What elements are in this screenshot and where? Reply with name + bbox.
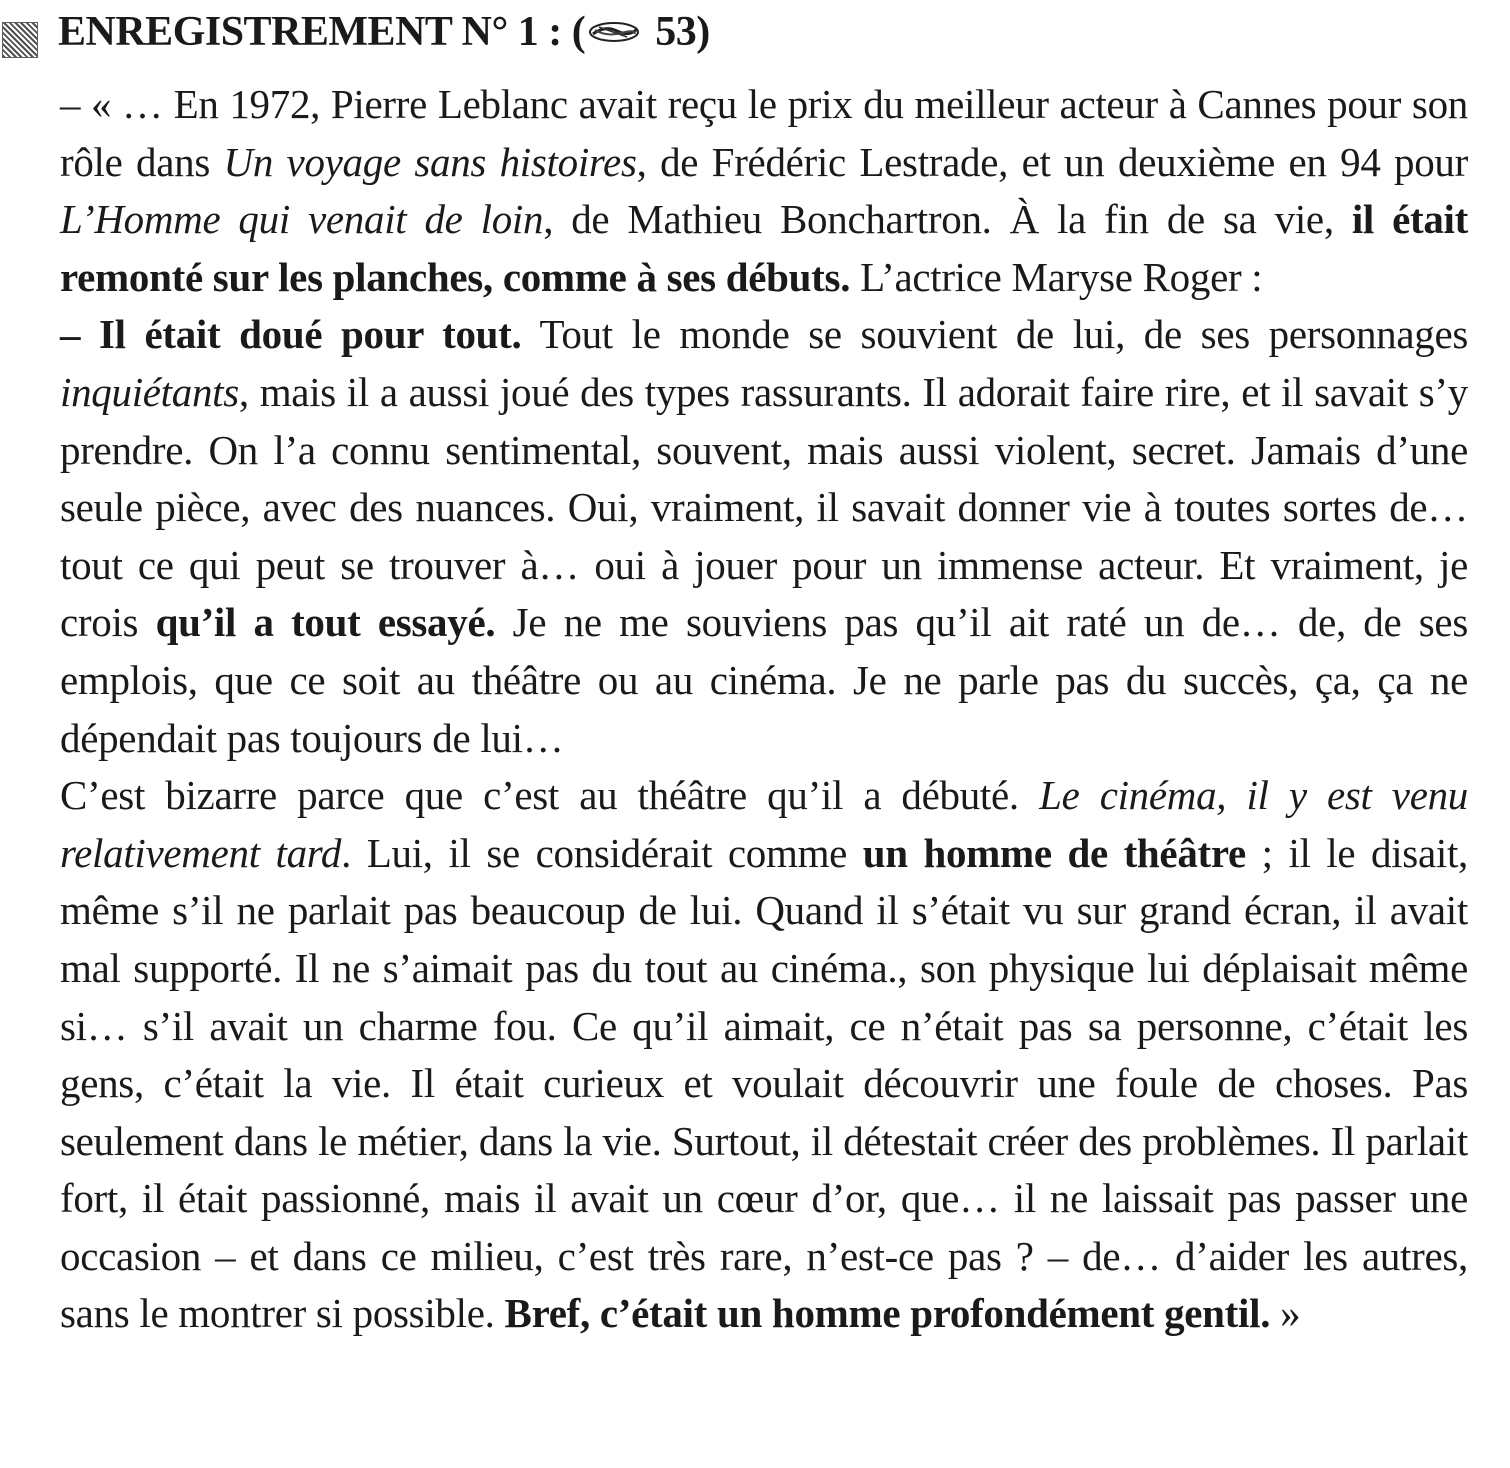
italic-text: Le cinéma, il y est venu relativement tard: [60, 772, 1468, 876]
recording-title: [58, 8, 710, 56]
bold-text: – Il était doué pour tout.: [60, 311, 522, 358]
transcript-body: [60, 76, 1468, 1343]
italic-text: inquiétants: [60, 368, 239, 415]
title-text: ENREGISTREMENT N° 1 :: [58, 9, 562, 55]
reference-marker-icon: [2, 22, 38, 58]
body-text-segment: »: [1270, 1290, 1301, 1337]
body-text-segment: – « … En 1972, Pierre Leblanc avait reçu le prix du meilleur acteur à Cannes pour son rôle dans: [60, 81, 1468, 185]
body-text-segment: Je ne me souviens pas qu’il ait raté un de… de, de ses emplois, que ce soit au théâtre ou au cinéma. Je ne parle pas du succès, ça, ça ne dépendait pas toujours de lui…: [60, 599, 1468, 761]
body-text-segment: ; il le disait, même s’il ne parlait pas beaucoup de lui. Quand il s’était vu sur grand écran, il avait mal supporté. Il ne s’aimait pas du tout au cinéma., son physique lui déplaisait même si… s’il avait un charme fou. Ce qu’il aimait, ce n’était pas sa personne, c’était les gens, c’était la vie. Il était curieux et voulait découvrir une foule de choses. Pas seulement dans le métier, dans la vie. Surtout, il détestait créer des problèmes. Il parlait fort, il était passionné, mais il avait un cœur d’or, que… il ne laissait pas passer une occasion – et dans ce milieu, c’est très rare, n’est-ce pas ? – de… d’aider les autres, sans le montrer si possible.: [60, 829, 1468, 1337]
body-text-segment: , de Mathieu Bonchartron. À la fin de sa vie,: [543, 196, 1352, 243]
track-number: 53): [655, 9, 710, 55]
body-text-segment: . Lui, il se considérait comme: [341, 829, 863, 876]
body-text-segment: , de Frédéric Lestrade, et un deuxième en 94 pour: [636, 138, 1468, 185]
transcript-paragraph: [60, 76, 1468, 306]
bold-text: il était remonté sur les planches, comme à ses débuts.: [60, 196, 1468, 300]
body-text-segment: , mais il a aussi joué des types rassurants. Il adorait faire rire, et il savait s’y prendre. On l’a connu sentimental, souvent, mais aussi violent, secret. Jamais d’une seule pièce, avec des nuances. Oui, vraiment, il savait donner vie à toutes sortes de… tout ce qui peut se trouver à… oui à jouer pour un immense acteur. Et vraiment, je crois: [60, 368, 1468, 646]
body-text-segment: C’est bizarre parce que c’est au théâtre qu’il a débuté.: [60, 772, 1040, 819]
transcript-paragraph: [60, 306, 1468, 767]
italic-text: L’Homme qui venait de loin: [60, 196, 544, 243]
body-text-segment: Tout le monde se souvient de lui, de ses personnages: [521, 311, 1468, 358]
bold-text: Bref, c’était un homme profondément gentil.: [504, 1290, 1271, 1337]
title-paren-open: (: [571, 9, 586, 55]
italic-text: Un voyage sans histoires: [223, 138, 637, 185]
body-text-segment: L’actrice Maryse Roger :: [850, 253, 1263, 300]
transcript-paragraph: [60, 767, 1468, 1343]
cd-track-icon: [587, 21, 641, 43]
bold-text: un homme de théâtre: [862, 829, 1246, 876]
bold-text: qu’il a tout essayé.: [155, 599, 496, 646]
